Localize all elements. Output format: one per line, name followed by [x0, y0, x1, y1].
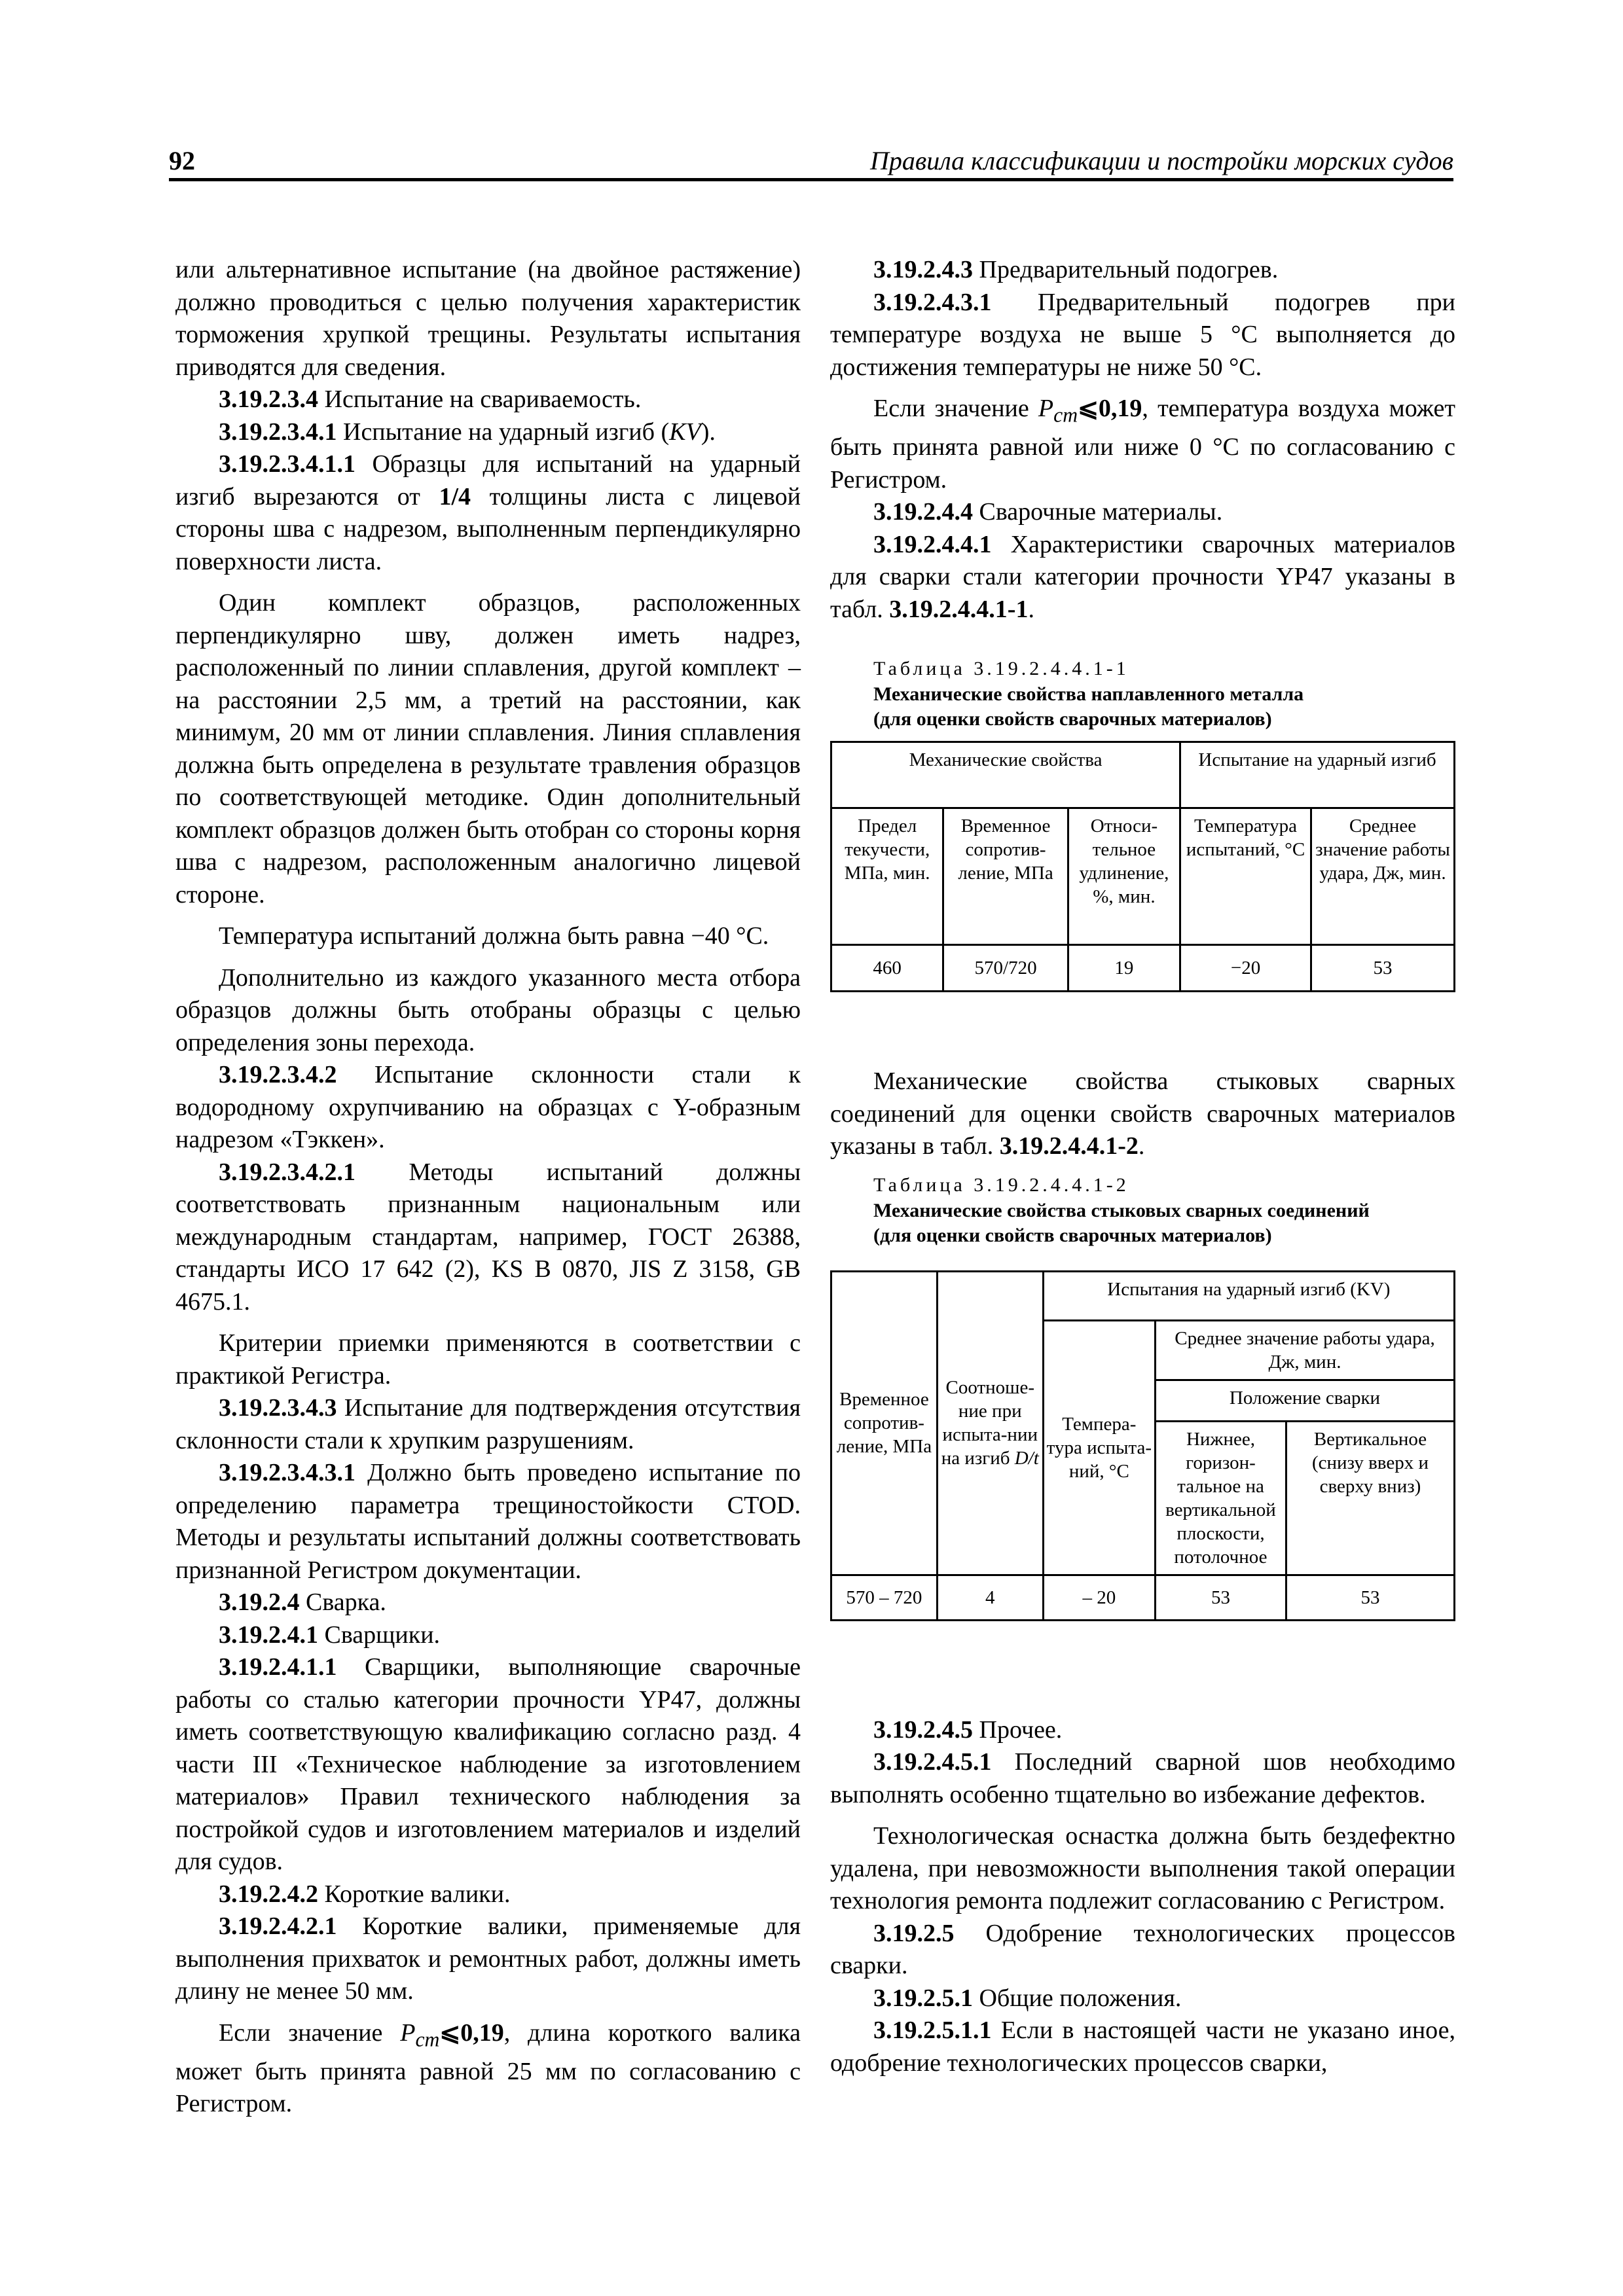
- table-label: Таблица 3.19.2.4.4.1-1: [873, 658, 1129, 680]
- paragraph: 3.19.2.3.4.1 Испытание на ударный изгиб (KV).: [219, 418, 716, 446]
- clause-number: 3.19.2.3.4.1: [219, 418, 337, 446]
- paragraph: или альтернативное испытание (на двойное растяжение) должно проводиться с целью получения характеристик торможения хрупкой трещины. Результаты испытания приводятся для сведения.: [175, 256, 801, 381]
- table-deposited-metal: [830, 741, 1455, 992]
- table-caption: Механические свойства стыковых сварных соединений: [873, 1199, 1370, 1221]
- table-header: Нижнее, горизон-тальное на вертикальной плоскости, потолочное: [1156, 1421, 1286, 1575]
- paragraph: 3.19.2.4.1.1 Сварщики, выполняющие сварочные работы со сталью категории прочности YP47, должны иметь соответствующую квалификацию согласно разд. 4 части III «Техническое наблюдение за изготовлением материалов» Правил технического наблюдения за постройкой судов и изготовлением материалов и изделий для судов.: [175, 1653, 801, 1875]
- paragraph: Критерии приемки применяются в соответствии с практикой Регистра.: [175, 1329, 801, 1390]
- table-caption: (для оценки свойств сварочных материалов): [873, 1224, 1272, 1246]
- table-header: Предел текучести, МПа, мин.: [831, 808, 943, 945]
- paragraph: 3.19.2.4 Сварка.: [219, 1588, 386, 1616]
- table-row: [831, 808, 1455, 945]
- clause-number: 3.19.2.4.4: [873, 498, 973, 526]
- table-cell: 570 – 720: [831, 1575, 938, 1620]
- paragraph: 3.19.2.4.3 Предварительный подогрев.: [873, 256, 1279, 283]
- table-block-2: [830, 1172, 1455, 1621]
- paragraph: 3.19.2.4.4 Сварочные материалы.: [873, 498, 1223, 526]
- clause-number: 3.19.2.5.1: [873, 1984, 973, 2012]
- table-row: [831, 945, 1455, 992]
- paragraph: 3.19.2.4.2 Короткие валики.: [219, 1880, 511, 1908]
- table-cell: 570/720: [943, 945, 1068, 992]
- page-number: 92: [169, 146, 195, 175]
- clause-number: 3.19.2.4.1: [219, 1621, 318, 1649]
- paragraph: 3.19.2.4.1 Сварщики.: [219, 1621, 441, 1649]
- table-cell: – 20: [1043, 1575, 1155, 1620]
- table-header: Вертикальное (снизу вверх и сверху вниз): [1286, 1421, 1454, 1575]
- table-header: Темпера-тура испыта-ний, °С: [1043, 1320, 1155, 1575]
- table-header: Относи-тельное удлинение, %, мин.: [1068, 808, 1180, 945]
- table-header: Положение сварки: [1156, 1380, 1455, 1421]
- paragraph: 3.19.2.4.2.1 Короткие валики, применяемые для выполнения прихваток и ремонтных работ, должны иметь длину не менее 50 мм.: [175, 1912, 801, 2005]
- running-title: Правила классификации и постройки морских судов: [869, 146, 1453, 175]
- table-block-1: [830, 656, 1455, 992]
- table-caption: (для оценки свойств сварочных материалов): [873, 708, 1272, 730]
- paragraph: 3.19.2.5.1 Общие положения.: [873, 1984, 1182, 2012]
- table-row: [831, 1271, 1455, 1320]
- table-cell: 19: [1068, 945, 1180, 992]
- paragraph: 3.19.2.4.3.1 Предварительный подогрев при температуре воздуха не выше 5 °С выполняется до достижения температуры не ниже 50 °С.: [830, 288, 1455, 381]
- clause-number: 3.19.2.3.4.2.1: [219, 1158, 356, 1186]
- table-label: Таблица 3.19.2.4.4.1-2: [873, 1174, 1129, 1196]
- table-cell: −20: [1180, 945, 1311, 992]
- table-header: Испытание на ударный изгиб: [1180, 742, 1455, 808]
- paragraph: 3.19.2.3.4.3.1 Должно быть проведено испытание по определению параметра трещиностойкости CTOD. Методы и результаты испытаний должны соответствовать признанной Регистром документации.: [175, 1459, 801, 1584]
- table-cell: 53: [1156, 1575, 1286, 1620]
- table-row: [831, 1575, 1455, 1620]
- table-header: Испытания на ударный изгиб (KV): [1043, 1271, 1454, 1320]
- paragraph: Если значение $P_{cm}⩽0,19$, длина короткого валика может быть принята равной 25 мм по согласованию с Регистром.: [175, 2018, 801, 2118]
- paragraph: 3.19.2.5.1.1 Если в настоящей части не указано иное, одобрение технологических процессов сварки,: [830, 2017, 1455, 2077]
- clause-number: 3.19.2.4.5: [873, 1715, 973, 1744]
- paragraph: Дополнительно из каждого указанного места отбора образцов должны быть отобраны образцы с целью определения зоны перехода.: [175, 963, 801, 1056]
- paragraph: 3.19.2.3.4.1.1 Образцы для испытаний на ударный изгиб вырезаются от 1/4 толщины листа с лицевой стороны шва с надрезом, выполненным перпендикулярно поверхности листа.: [175, 450, 801, 575]
- table-header: Среднее значение работы удара, Дж, мин.: [1156, 1320, 1455, 1380]
- clause-number: 3.19.2.3.4: [219, 386, 318, 413]
- left-column: [175, 254, 801, 2121]
- clause-number: 3.19.2.3.4.2: [219, 1061, 337, 1088]
- table-header: Соотноше-ние при испыта-нии на изгиб D/t: [937, 1271, 1043, 1575]
- page-header: [169, 145, 1453, 178]
- paragraph: Если значение $P_{cm}⩽0,19$, температура воздуха может быть принята равной или ниже 0 °С по согласованию с Регистром.: [830, 395, 1456, 493]
- table-cell: 53: [1311, 945, 1455, 992]
- right-column: [830, 254, 1455, 2079]
- clause-number: 3.19.2.4.2.1: [219, 1912, 337, 1940]
- clause-number: 3.19.2.3.4.3.1: [219, 1459, 356, 1486]
- table-header: Механические свойства: [831, 742, 1180, 808]
- paragraph: 3.19.2.5 Одобрение технологических процессов сварки.: [830, 1919, 1455, 1980]
- table-butt-joints: [830, 1270, 1455, 1621]
- clause-number: 3.19.2.3.4.1.1: [219, 450, 356, 478]
- table-cell: 460: [831, 945, 943, 992]
- paragraph: 3.19.2.3.4.2.1 Методы испытаний должны соответствовать признанным национальным или международным стандартам, например, ГОСТ 26388, стандарты ИСО 17 642 (2), KS B 0870, JIS Z 3158, GB 4675.1.: [175, 1158, 801, 1316]
- clause-number: 3.19.2.4.2: [219, 1880, 318, 1908]
- clause-number: 3.19.2.4.5.1: [873, 1748, 992, 1776]
- table-header: Температура испытаний, °С: [1180, 808, 1311, 945]
- clause-number: 3.19.2.4.1.1: [219, 1653, 337, 1681]
- clause-number: 3.19.2.5.1.1: [873, 2017, 992, 2045]
- clause-number: 3.19.2.4: [219, 1588, 300, 1616]
- paragraph: Технологическая оснастка должна быть бездефектно удалена, при невозможности выполнения такой операции технология ремонта подлежит согласованию с Регистром.: [830, 1822, 1455, 1915]
- paragraph: 3.19.2.4.4.1 Характеристики сварочных материалов для сварки стали категории прочности YP47 указаны в табл. 3.19.2.4.4.1-1.: [830, 530, 1455, 623]
- paragraph: Механические свойства стыковых сварных соединений для оценки свойств сварочных материалов указаны в табл. 3.19.2.4.4.1-2.: [830, 1067, 1455, 1160]
- table-row: [831, 742, 1455, 808]
- paragraph: Один комплект образцов, расположенных перпендикулярно шву, должен иметь надрез, расположенный по линии сплавления, другой комплект – на расстоянии 2,5 мм, а третий на расстоянии, как минимум, 20 мм от линии сплавления. Линия сплавления должна быть определена в результате травления образцов по соответствующей методике. Один дополнительный комплект образцов должен быть отобран со стороны корня шва с надрезом, расположенным аналогично лицевой стороне.: [175, 589, 801, 908]
- paragraph: 3.19.2.3.4.3 Испытание для подтверждения отсутствия склонности стали к хрупким разрушениям.: [175, 1394, 801, 1454]
- table-cell: 53: [1286, 1575, 1454, 1620]
- paragraph: 3.19.2.4.5.1 Последний сварной шов необходимо выполнять особенно тщательно во избежание дефектов.: [830, 1748, 1455, 1808]
- paragraph: 3.19.2.4.5 Прочее.: [873, 1715, 1063, 1744]
- paragraph: 3.19.2.3.4.2 Испытание склонности стали к водородному охрупчиванию на образцах с Y-образным надрезом «Тэккен».: [175, 1061, 801, 1153]
- paragraph: 3.19.2.3.4 Испытание на свариваемость.: [219, 386, 642, 413]
- table-header: Временное сопротив-ление, МПа: [943, 808, 1068, 945]
- clause-number: 3.19.2.3.4.3: [219, 1394, 337, 1422]
- table-header: Временное сопротив-ление, МПа: [831, 1271, 938, 1575]
- table-caption: Механические свойства наплавленного металла: [873, 683, 1304, 706]
- table-header: Среднее значение работы удара, Дж, мин.: [1311, 808, 1455, 945]
- clause-number: 3.19.2.4.3: [873, 256, 973, 283]
- paragraph: Температура испытаний должна быть равна −40 °С.: [219, 922, 769, 950]
- header-rule: [169, 178, 1453, 181]
- clause-number: 3.19.2.4.3.1: [873, 288, 992, 316]
- clause-number: 3.19.2.5: [873, 1919, 955, 1947]
- table-cell: 4: [937, 1575, 1043, 1620]
- clause-number: 3.19.2.4.4.1: [873, 530, 992, 558]
